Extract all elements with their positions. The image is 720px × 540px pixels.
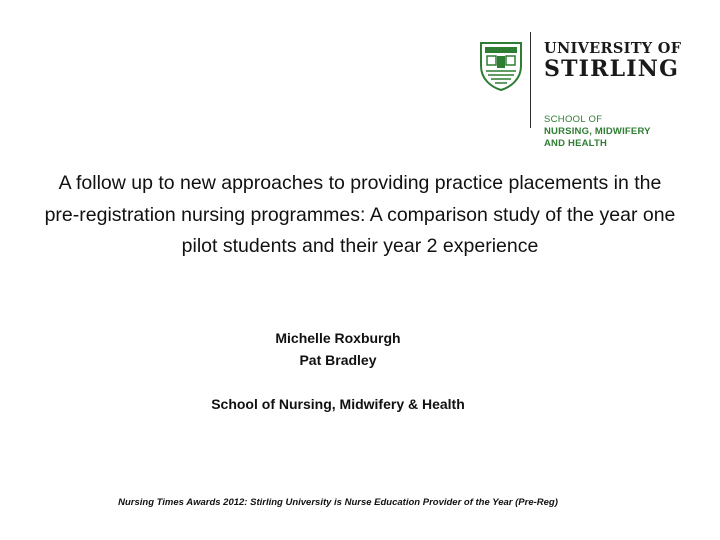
university-name-line2: STIRLING bbox=[544, 56, 680, 82]
school-name-line2: AND HEALTH bbox=[544, 137, 608, 149]
university-name-line1: UNIVERSITY OF bbox=[544, 40, 682, 57]
school-name-line1: NURSING, MIDWIFERY bbox=[544, 126, 651, 137]
presentation-title: A follow up to new approaches to providing practice placements in the pre-registration nursing programmes: A comparison study of the year one pilot students and their year 2 experience bbox=[44, 172, 676, 257]
author-name: Pat Bradley bbox=[299, 352, 377, 368]
school-name bbox=[544, 126, 651, 149]
award-footer: Nursing Times Awards 2012: Stirling University is Nurse Education Provider of the Year (Pre-Reg) bbox=[118, 497, 558, 508]
university-logo bbox=[478, 30, 708, 150]
university-crest-icon bbox=[478, 40, 524, 92]
logo-divider bbox=[530, 32, 531, 128]
author-name: Michelle Roxburgh bbox=[275, 330, 401, 346]
affiliation: School of Nursing, Midwifery & Health bbox=[211, 396, 465, 412]
school-of-label: SCHOOL OF bbox=[544, 114, 603, 125]
